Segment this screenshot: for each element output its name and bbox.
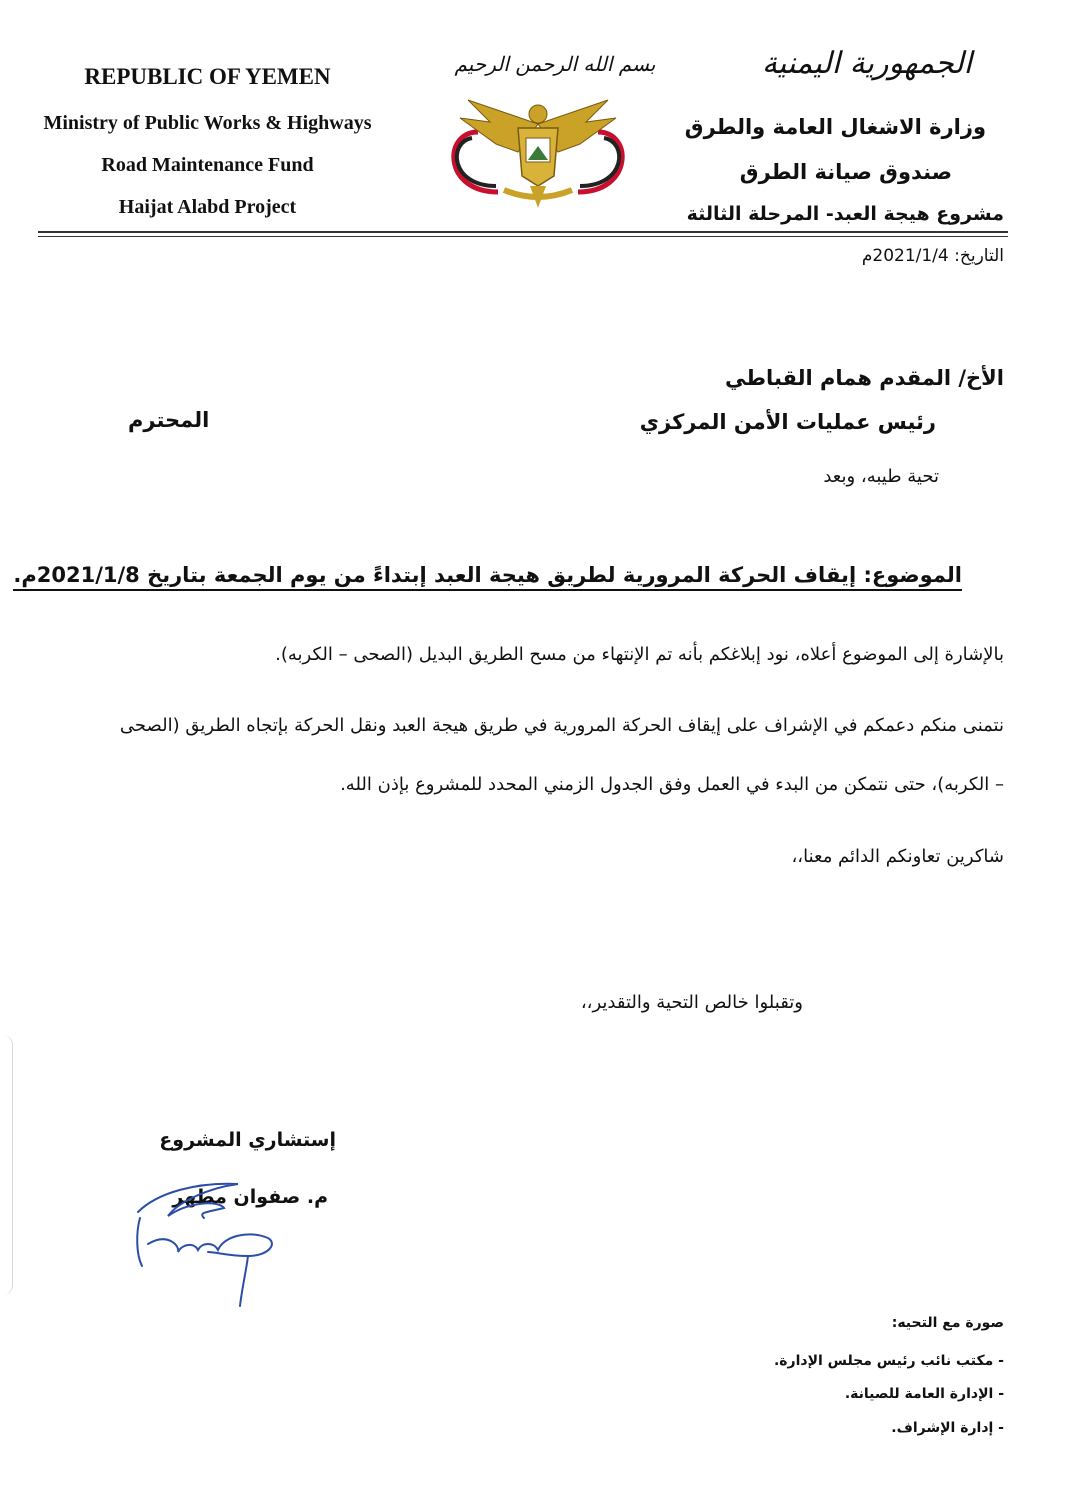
letterhead-fund-en: Road Maintenance Fund [101,154,314,176]
letterhead-ministry-ar: وزارة الاشغال العامة والطرق [684,115,986,139]
recipient-name: الأخ/ المقدم همام القباطي [725,366,1004,390]
signatory-role: إستشاري المشروع [159,1129,336,1151]
body-paragraph-3: شاكرين تعاونكم الدائم معنا،، [791,846,1004,867]
recipient-title: رئيس عمليات الأمن المركزي [639,410,936,434]
header-rule-thick [38,231,1008,233]
letterhead-ministry-en: Ministry of Public Works & Highways [43,112,372,134]
basmala-text: بسم الله الرحمن الرحيم [454,52,656,76]
cc-item: - مكتب نائب رئيس مجلس الإدارة. [773,1353,1004,1369]
page-edge-divider [0,1035,13,1295]
letter-date: التاريخ: 2021/1/4م [861,246,1004,266]
body-paragraph-2-line-2: – الكربه)، حتى نتمكن من البدء في العمل وفق الجدول الزمني المحدد للمشروع بإذن الله. [340,774,1004,795]
recipient-honorific: المحترم [128,408,210,432]
cc-item: - إدارة الإشراف. [891,1420,1004,1436]
signatory-name: م. صفوان مطهر [172,1186,328,1208]
body-paragraph-2-line-1: نتمنى منكم دعمكم في الإشراف على إيقاف الحركة المرورية في طريق هيجة العبد ونقل الحركة بإتجاه الطريق (الصحى [119,715,1004,736]
letterhead-country-ar: الجمهورية اليمنية [761,46,972,81]
greeting-line: تحية طيبه، وبعد [823,466,939,487]
cc-item: - الإدارة العامة للصيانة. [844,1386,1004,1402]
letterhead-country-en: REPUBLIC OF YEMEN [84,64,331,89]
closing-line: وتقبلوا خالص التحية والتقدير،، [580,992,803,1013]
body-paragraph-1: بالإشارة إلى الموضوع أعلاه، نود إبلاغكم بأنه تم الإنتهاء من مسح الطريق البديل (الصحى – الكربه). [275,644,1004,665]
yemen-eagle-emblem-icon [438,92,638,210]
handwritten-signature-icon [128,1172,328,1312]
subject-line: الموضوع: إيقاف الحركة المرورية لطريق هيجة العبد إبتداءً من يوم الجمعة بتاريخ 2021/1/8م. [13,563,962,591]
cc-heading: صورة مع التحيه: [891,1315,1004,1331]
letterhead-project-en: Haijat Alabd Project [118,196,297,218]
header-rule-thin [38,236,1008,237]
letterhead-fund-ar: صندوق صيانة الطرق [739,160,952,184]
letterhead-project-ar: مشروع هيجة العبد- المرحلة الثالثة [686,203,1004,225]
